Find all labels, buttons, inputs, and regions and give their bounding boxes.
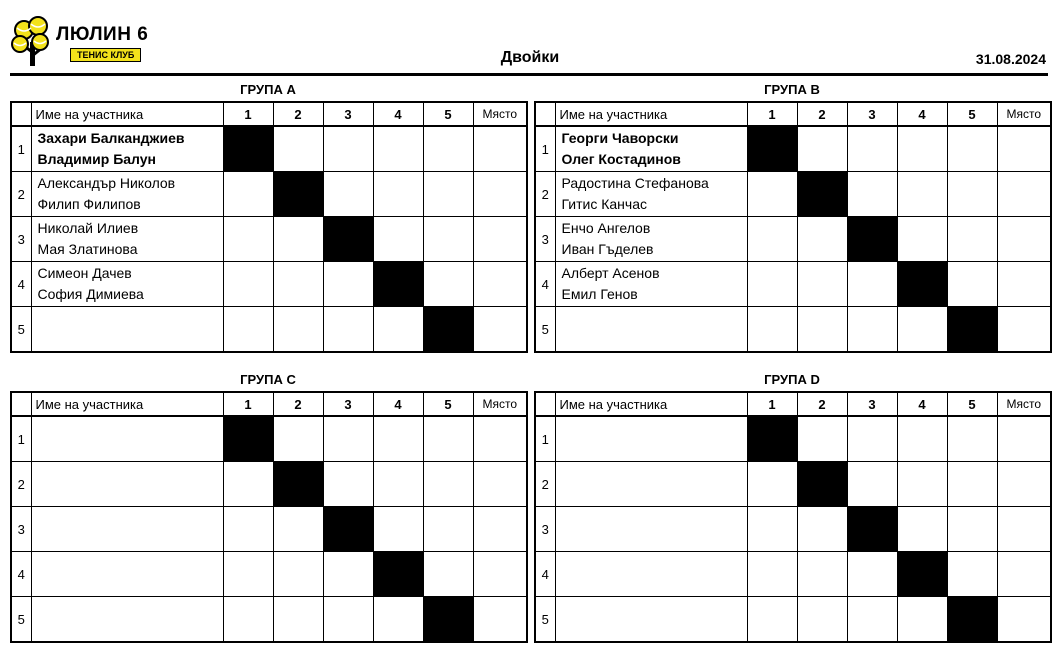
player-2-name: Олег Костадинов	[561, 151, 681, 167]
place-column-header: Място	[473, 102, 527, 126]
score-cell[interactable]	[373, 307, 423, 353]
match-column-header: 4	[897, 392, 947, 416]
place-cell[interactable]	[997, 462, 1051, 507]
row-number: 1	[11, 416, 31, 462]
score-cell[interactable]	[273, 416, 323, 462]
score-cell[interactable]	[423, 217, 473, 262]
group-b	[534, 79, 1050, 353]
score-cell[interactable]	[947, 462, 997, 507]
place-column-header: Място	[473, 392, 527, 416]
row-number: 5	[535, 597, 555, 643]
row-number: 5	[11, 307, 31, 353]
table-row	[535, 172, 1051, 217]
score-cell[interactable]	[947, 262, 997, 307]
pair-names[interactable]	[31, 172, 223, 217]
score-cell[interactable]	[423, 416, 473, 462]
score-cell[interactable]	[747, 217, 797, 262]
score-cell[interactable]	[847, 462, 897, 507]
self-match-cell	[897, 262, 947, 307]
score-cell[interactable]	[897, 462, 947, 507]
self-match-cell	[947, 307, 997, 353]
row-number: 1	[11, 126, 31, 172]
self-match-cell	[323, 507, 373, 552]
match-column-header: 5	[423, 102, 473, 126]
row-number: 1	[535, 416, 555, 462]
row-number: 2	[11, 462, 31, 507]
score-cell[interactable]	[223, 507, 273, 552]
score-cell[interactable]	[373, 462, 423, 507]
score-cell[interactable]	[947, 552, 997, 597]
place-cell[interactable]	[473, 126, 527, 172]
row-number: 2	[535, 462, 555, 507]
pair-names[interactable]	[555, 172, 747, 217]
score-cell[interactable]	[797, 307, 847, 353]
self-match-cell	[223, 416, 273, 462]
score-cell[interactable]	[273, 126, 323, 172]
pair-names[interactable]	[555, 462, 747, 507]
match-column-header: 2	[797, 102, 847, 126]
row-number: 3	[11, 507, 31, 552]
group-d	[534, 369, 1050, 643]
score-cell[interactable]	[747, 507, 797, 552]
table-row	[11, 262, 527, 307]
place-column-header: Място	[997, 392, 1051, 416]
score-cell[interactable]	[373, 416, 423, 462]
pair-names[interactable]	[555, 507, 747, 552]
score-cell[interactable]	[797, 597, 847, 643]
row-number-header	[535, 392, 555, 416]
self-match-cell	[947, 597, 997, 643]
pair-names[interactable]	[31, 307, 223, 353]
score-cell[interactable]	[373, 126, 423, 172]
match-column-header: 1	[747, 102, 797, 126]
player-2-name: Емил Генов	[561, 286, 638, 302]
row-number-header	[11, 392, 31, 416]
place-cell[interactable]	[997, 507, 1051, 552]
page-title: Двойки	[500, 49, 560, 66]
table-row	[11, 552, 527, 597]
place-cell[interactable]	[473, 416, 527, 462]
row-number-header	[11, 102, 31, 126]
table-row	[11, 307, 527, 353]
round-robin-table	[10, 101, 528, 353]
pair-names[interactable]	[555, 126, 747, 172]
match-column-header: 4	[897, 102, 947, 126]
score-cell[interactable]	[847, 552, 897, 597]
self-match-cell	[897, 552, 947, 597]
table-row	[535, 462, 1051, 507]
match-column-header: 3	[847, 102, 897, 126]
score-cell[interactable]	[897, 597, 947, 643]
table-row	[535, 262, 1051, 307]
match-column-header: 3	[323, 392, 373, 416]
self-match-cell	[423, 307, 473, 353]
match-column-header: 5	[423, 392, 473, 416]
score-cell[interactable]	[797, 126, 847, 172]
score-cell[interactable]	[947, 416, 997, 462]
score-cell[interactable]	[797, 507, 847, 552]
pair-names[interactable]	[31, 416, 223, 462]
score-cell[interactable]	[373, 597, 423, 643]
score-cell[interactable]	[797, 552, 847, 597]
score-cell[interactable]	[797, 217, 847, 262]
place-cell[interactable]	[997, 217, 1051, 262]
player-2-name: Мая Златинова	[37, 241, 138, 257]
place-cell[interactable]	[473, 172, 527, 217]
row-number: 1	[535, 126, 555, 172]
score-cell[interactable]	[897, 217, 947, 262]
pair-names[interactable]	[31, 462, 223, 507]
score-cell[interactable]	[897, 307, 947, 353]
self-match-cell	[273, 462, 323, 507]
score-cell[interactable]	[423, 172, 473, 217]
table-row	[535, 416, 1051, 462]
player-1-name: Николай Илиев	[37, 220, 139, 236]
table-row	[535, 507, 1051, 552]
self-match-cell	[847, 507, 897, 552]
event-date: 31.08.2024	[975, 51, 1046, 67]
score-cell[interactable]	[847, 262, 897, 307]
score-cell[interactable]	[323, 126, 373, 172]
match-column-header: 5	[947, 392, 997, 416]
score-cell[interactable]	[797, 262, 847, 307]
pair-names[interactable]	[555, 416, 747, 462]
self-match-cell	[323, 217, 373, 262]
score-cell[interactable]	[747, 462, 797, 507]
self-match-cell	[373, 262, 423, 307]
score-cell[interactable]	[747, 597, 797, 643]
player-1-name: Георги Чаворски	[561, 130, 679, 146]
score-cell[interactable]	[847, 126, 897, 172]
score-cell[interactable]	[897, 126, 947, 172]
table-row	[11, 507, 527, 552]
player-1-name: Симеон Дачев	[37, 265, 132, 281]
row-number: 5	[535, 307, 555, 353]
score-cell[interactable]	[847, 416, 897, 462]
score-cell[interactable]	[897, 416, 947, 462]
place-cell[interactable]	[473, 307, 527, 353]
club-name: ЛЮЛИН 6	[56, 24, 149, 45]
score-cell[interactable]	[323, 552, 373, 597]
score-cell[interactable]	[847, 597, 897, 643]
score-cell[interactable]	[323, 462, 373, 507]
name-column-header: Име на участника	[555, 392, 747, 416]
player-2-name: Филип Филипов	[37, 196, 141, 212]
score-cell[interactable]	[323, 172, 373, 217]
score-cell[interactable]	[847, 307, 897, 353]
match-column-header: 3	[847, 392, 897, 416]
score-cell[interactable]	[273, 262, 323, 307]
score-cell[interactable]	[423, 126, 473, 172]
score-cell[interactable]	[847, 172, 897, 217]
table-row	[535, 552, 1051, 597]
score-cell[interactable]	[273, 217, 323, 262]
score-cell[interactable]	[323, 416, 373, 462]
group-a	[10, 79, 526, 353]
row-number: 5	[11, 597, 31, 643]
score-cell[interactable]	[897, 507, 947, 552]
match-column-header: 1	[747, 392, 797, 416]
name-column-header: Име на участника	[31, 102, 223, 126]
place-cell[interactable]	[997, 416, 1051, 462]
table-row	[535, 217, 1051, 262]
match-column-header: 4	[373, 102, 423, 126]
place-cell[interactable]	[473, 462, 527, 507]
name-column-header: Име на участника	[555, 102, 747, 126]
round-robin-table	[10, 391, 528, 643]
table-row	[11, 172, 527, 217]
score-cell[interactable]	[273, 597, 323, 643]
group-title: ГРУПА D	[764, 372, 820, 387]
score-cell[interactable]	[423, 262, 473, 307]
match-column-header: 3	[323, 102, 373, 126]
self-match-cell	[797, 462, 847, 507]
score-cell[interactable]	[747, 307, 797, 353]
pair-names[interactable]	[555, 552, 747, 597]
pair-names[interactable]	[555, 307, 747, 353]
pair-names[interactable]	[31, 217, 223, 262]
self-match-cell	[373, 552, 423, 597]
table-row	[11, 597, 527, 643]
pair-names[interactable]	[555, 597, 747, 643]
score-cell[interactable]	[797, 416, 847, 462]
place-cell[interactable]	[997, 307, 1051, 353]
table-row	[11, 462, 527, 507]
player-2-name: София Димиева	[37, 286, 144, 302]
score-cell[interactable]	[747, 262, 797, 307]
score-cell[interactable]	[423, 507, 473, 552]
table-row	[11, 126, 527, 172]
header-divider	[10, 73, 1048, 76]
place-cell[interactable]	[473, 552, 527, 597]
score-cell[interactable]	[747, 552, 797, 597]
self-match-cell	[847, 217, 897, 262]
player-1-name: Захари Балканджиев	[37, 130, 185, 146]
pair-names[interactable]	[31, 552, 223, 597]
score-cell[interactable]	[423, 462, 473, 507]
score-cell[interactable]	[323, 262, 373, 307]
score-cell[interactable]	[223, 462, 273, 507]
place-cell[interactable]	[473, 507, 527, 552]
round-robin-table	[534, 101, 1052, 353]
row-number: 4	[11, 262, 31, 307]
place-cell[interactable]	[997, 597, 1051, 643]
match-column-header: 2	[797, 392, 847, 416]
score-cell[interactable]	[373, 172, 423, 217]
score-cell[interactable]	[323, 597, 373, 643]
player-1-name: Радостина Стефанова	[561, 175, 709, 191]
place-cell[interactable]	[997, 126, 1051, 172]
table-row	[11, 217, 527, 262]
club-subtitle: ТЕНИС КЛУБ	[70, 48, 141, 62]
row-number: 4	[535, 262, 555, 307]
self-match-cell	[223, 126, 273, 172]
name-column-header: Име на участника	[31, 392, 223, 416]
score-cell[interactable]	[323, 307, 373, 353]
row-number: 2	[11, 172, 31, 217]
player-1-name: Алберт Асенов	[561, 265, 660, 281]
self-match-cell	[747, 126, 797, 172]
group-title: ГРУПА А	[240, 82, 296, 97]
self-match-cell	[423, 597, 473, 643]
score-cell[interactable]	[747, 172, 797, 217]
group-title: ГРУПА С	[240, 372, 296, 387]
score-cell[interactable]	[947, 172, 997, 217]
self-match-cell	[273, 172, 323, 217]
pair-names[interactable]	[31, 126, 223, 172]
place-cell[interactable]	[473, 217, 527, 262]
place-cell[interactable]	[997, 262, 1051, 307]
row-number: 2	[535, 172, 555, 217]
table-row	[535, 597, 1051, 643]
score-cell[interactable]	[897, 172, 947, 217]
place-cell[interactable]	[473, 262, 527, 307]
group-title: ГРУПА В	[764, 82, 820, 97]
pair-names[interactable]	[31, 597, 223, 643]
score-cell[interactable]	[223, 597, 273, 643]
player-1-name: Александър Николов	[37, 175, 176, 191]
score-cell[interactable]	[423, 552, 473, 597]
pair-names[interactable]	[555, 217, 747, 262]
player-2-name: Владимир Балун	[37, 151, 156, 167]
score-cell[interactable]	[223, 172, 273, 217]
match-column-header: 5	[947, 102, 997, 126]
row-number: 4	[11, 552, 31, 597]
row-number-header	[535, 102, 555, 126]
row-number: 3	[11, 217, 31, 262]
table-row	[11, 416, 527, 462]
match-column-header: 1	[223, 102, 273, 126]
score-cell[interactable]	[373, 217, 423, 262]
score-cell[interactable]	[273, 507, 323, 552]
score-cell[interactable]	[273, 307, 323, 353]
pair-names[interactable]	[31, 507, 223, 552]
self-match-cell	[747, 416, 797, 462]
place-cell[interactable]	[473, 597, 527, 643]
table-row	[535, 126, 1051, 172]
self-match-cell	[797, 172, 847, 217]
table-row	[535, 307, 1051, 353]
row-number: 3	[535, 217, 555, 262]
match-column-header: 2	[273, 102, 323, 126]
row-number: 3	[535, 507, 555, 552]
pair-names[interactable]	[31, 262, 223, 307]
player-1-name: Енчо Ангелов	[561, 220, 651, 236]
match-column-header: 4	[373, 392, 423, 416]
place-cell[interactable]	[997, 172, 1051, 217]
score-cell[interactable]	[947, 217, 997, 262]
group-c	[10, 369, 526, 643]
score-cell[interactable]	[273, 552, 323, 597]
match-column-header: 1	[223, 392, 273, 416]
score-cell[interactable]	[373, 507, 423, 552]
place-column-header: Място	[997, 102, 1051, 126]
place-cell[interactable]	[997, 552, 1051, 597]
round-robin-table	[534, 391, 1052, 643]
score-cell[interactable]	[223, 552, 273, 597]
score-cell[interactable]	[223, 307, 273, 353]
score-cell[interactable]	[223, 217, 273, 262]
player-2-name: Иван Гъделев	[561, 241, 654, 257]
pair-names[interactable]	[555, 262, 747, 307]
score-cell[interactable]	[223, 262, 273, 307]
row-number: 4	[535, 552, 555, 597]
score-cell[interactable]	[947, 507, 997, 552]
match-column-header: 2	[273, 392, 323, 416]
player-2-name: Гитис Канчас	[561, 196, 647, 212]
score-cell[interactable]	[947, 126, 997, 172]
